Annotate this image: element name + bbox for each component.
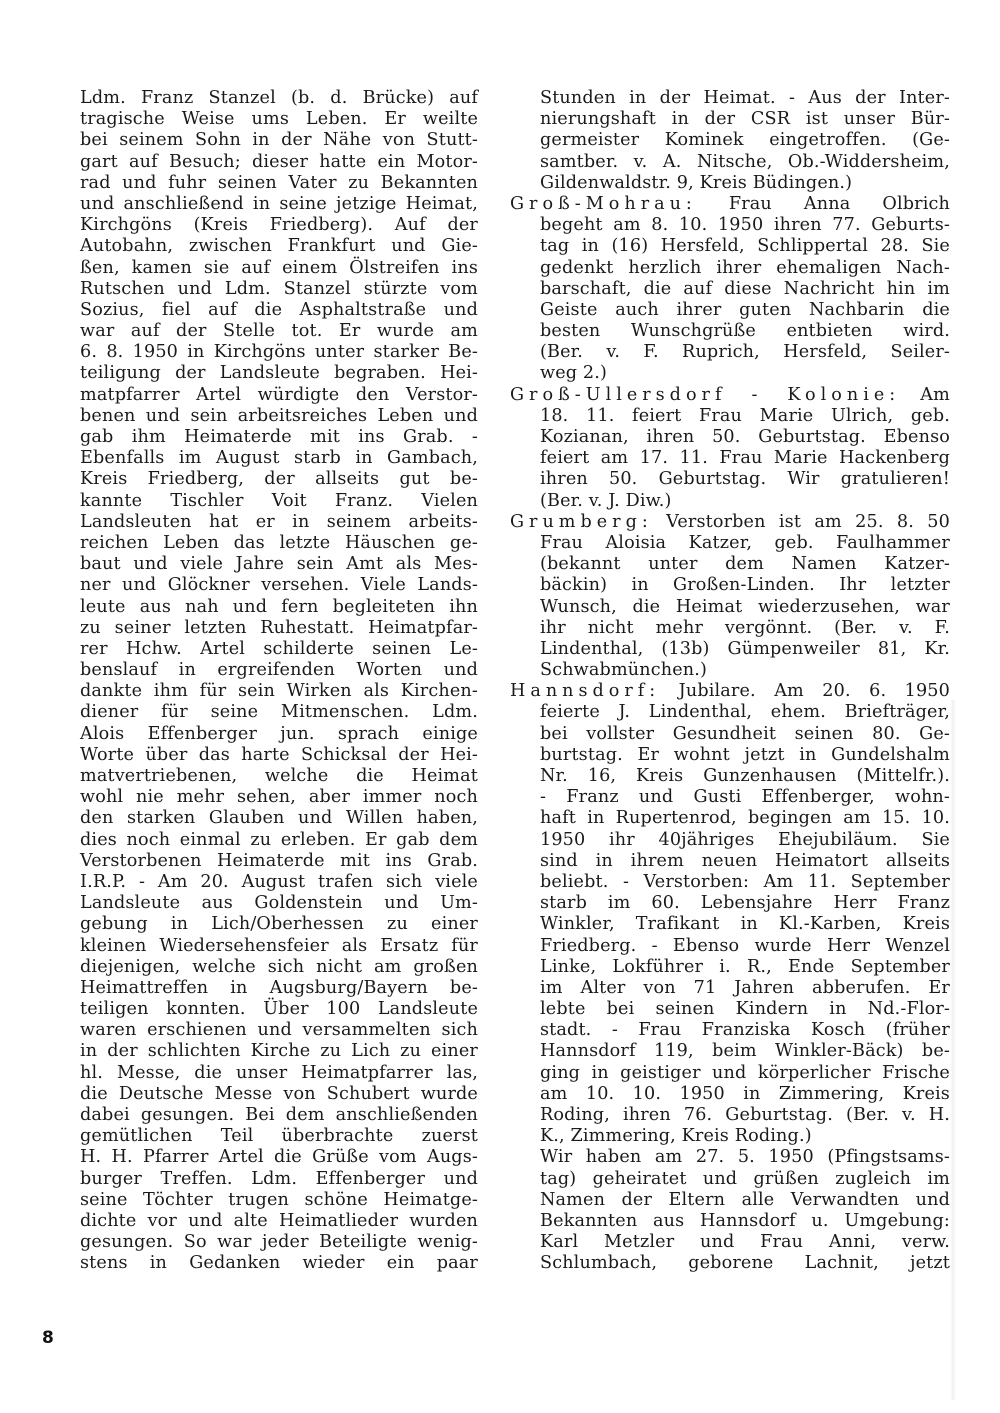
text-line: benen und sein arbeitsreiches Leben und <box>80 405 478 426</box>
text-line: im Alter von 71 Jahren abberufen. Er <box>540 977 950 998</box>
text-line: burtstag. Er wohnt jetzt in Gundelshalm <box>540 744 950 765</box>
text-line: Geiste auch ihrer guten Nachbarin die <box>540 299 950 320</box>
text-line: benslauf in ergreifenden Worten und <box>80 660 478 681</box>
text-line: gemütlichen Teil überbrachte zuerst <box>80 1126 478 1147</box>
text-line: gart auf Besuch; dieser hatte ein Motor- <box>80 151 478 172</box>
right-column <box>510 88 950 1275</box>
text-line: burger Treffen. Ldm. Effenberger und <box>80 1168 478 1189</box>
text-line: Kozianan, ihren 50. Geburtstag. Ebenso <box>540 427 950 447</box>
text-line: dabei gesungen. Bei dem anschließenden <box>80 1105 478 1125</box>
text-line: kannte Tischler Voit Franz. Vielen <box>80 490 478 511</box>
text-line: H. H. Pfarrer Artel die Grüße vom Augs- <box>80 1147 478 1168</box>
announcement-line: Namen der Eltern alle Verwandten und <box>540 1189 950 1210</box>
text-line: 6. 8. 1950 in Kirchgöns unter starker Be- <box>80 342 478 363</box>
text-line: am 10. 10. 1950 in Zimmering, Kreis <box>540 1083 950 1104</box>
text-line: haft in Rupertenrod, begingen am 15. 10. <box>540 808 950 829</box>
text-line: waren erschienen und versammelten sich <box>80 1020 478 1041</box>
text-line: Hannsdorf 119, beim Winkler-Bäck) be- <box>540 1041 950 1062</box>
place-name: Hannsdorf: <box>510 681 661 702</box>
announcement-line: tag) geheiratet und grüßen zugleich im <box>540 1168 950 1189</box>
text-line: teiligen konnten. Über 100 Landsleute <box>80 999 478 1020</box>
text-line: lebte bei seinen Kindern in Nd.-Flor- <box>540 999 950 1020</box>
text-line: (bekannt unter dem Namen Katzer- <box>540 554 950 575</box>
left-column <box>80 88 478 1275</box>
text-line: (Ber. v. F. Ruprich, Hersfeld, Seiler- <box>540 342 950 363</box>
text-line: begeht am 8. 10. 1950 ihren 77. Geburts- <box>540 215 950 236</box>
text-line: feierte J. Lindenthal, ehem. Briefträger, <box>540 702 950 723</box>
text-line: Wunsch, die Heimat wiederzusehen, war <box>540 596 950 617</box>
text-line: den starken Glauben und Willen haben, <box>80 808 478 829</box>
text-line: ihr nicht mehr vergönnt. (Ber. v. F. <box>540 617 950 638</box>
page-number: 8 <box>42 1328 54 1348</box>
entry-text: Am <box>920 384 950 405</box>
entry-heading-line <box>510 385 950 406</box>
place-name: Groß-Mohrau: <box>510 193 697 214</box>
text-line: Worte über das harte Schicksal der Hei- <box>80 744 478 765</box>
text-line: starb im 60. Lebensjahre Herr Franz <box>540 893 950 914</box>
text-line: tragische Weise ums Leben. Er weilte <box>80 109 478 130</box>
text-line: diejenigen, welche sich nicht am großen <box>80 956 478 977</box>
announcement-line: Wir haben am 27. 5. 1950 (Pfingstsams- <box>540 1147 950 1168</box>
text-line: feiert am 17. 11. Frau Marie Hackenberg <box>540 448 950 469</box>
text-line: Kirchgöns (Kreis Friedberg). Auf der <box>80 215 478 236</box>
text-line: ßen, kamen sie auf einem Ölstreifen ins <box>80 257 478 278</box>
text-line: Landsleuten hat er in seinem arbeits- <box>80 511 478 532</box>
text-line: dies noch einmal zu erleben. Er gab dem <box>80 829 478 850</box>
text-line: rad und fuhr seinen Vater zu Bekannten <box>80 172 478 193</box>
place-name: Groß-Ullersdorf - Kolonie: <box>510 384 901 405</box>
text-line: Kreis Friedberg, der allseits gut be- <box>80 469 478 490</box>
text-line: Frau Aloisia Katzer, geb. Faulhammer <box>540 532 950 553</box>
text-line: besten Wunschgrüße entbieten wird. <box>540 321 950 342</box>
text-line: ihren 50. Geburtstag. Wir gratulieren! <box>540 469 950 490</box>
text-line: Rutschen und Ldm. Stanzel stürzte vom <box>80 278 478 299</box>
text-line: Linke, Lokführer i. R., Ende September <box>540 956 950 977</box>
text-line: dankte ihm für sein Wirken als Kirchen- <box>80 681 478 702</box>
text-line: ner und Glöckner versehen. Viele Lands- <box>80 575 478 596</box>
text-line: stadt. - Frau Franziska Kosch (früher <box>540 1020 950 1041</box>
text-line: germeister Kominek eingetroffen. (Ge- <box>540 130 950 151</box>
text-line: Autobahn, zwischen Frankfurt und Gie- <box>80 236 478 257</box>
text-line: 1950 ihr 40jähriges Ehejubiläum. Sie <box>540 829 950 850</box>
text-line: baut und viele Jahre sein Amt als Mes- <box>80 554 478 575</box>
text-line: Schwabmünchen.) <box>540 660 708 681</box>
announcement-line: Karl Metzler und Frau Anni, verw. <box>540 1232 950 1253</box>
text-line: Landsleute aus Goldenstein und Um- <box>80 893 478 914</box>
text-line: Nr. 16, Kreis Gunzenhausen (Mittelfr.). <box>540 766 950 786</box>
text-line: nierungshaft in der CSR ist unser Bür- <box>540 109 950 130</box>
text-line: I.R.P. - Am 20. August trafen sich viele <box>80 871 478 892</box>
announcement-line: Bekannten aus Hannsdorf u. Umgebung: <box>540 1210 950 1231</box>
text-line: Verstorbenen Heimaterde mit ins Grab. <box>80 850 478 871</box>
text-line: diener für seine Mitmenschen. Ldm. <box>80 702 478 723</box>
text-line: Lindenthal, (13b) Gümpenweiler 81, Kr. <box>540 638 950 659</box>
entry-heading-line <box>510 194 950 215</box>
text-line: bäckin) in Großen-Linden. Ihr letzter <box>540 575 950 596</box>
text-line: matvertriebenen, welche die Heimat <box>80 766 478 786</box>
text-line: rer Hchw. Artel schilderte seinen Le- <box>80 638 478 659</box>
text-line: Ebenfalls im August starb in Gambach, <box>80 448 478 469</box>
text-line: samtber. v. A. Nitsche, Ob.-Widdersheim, <box>540 151 950 172</box>
text-line: kleinen Wiedersehensfeier als Ersatz für <box>80 935 478 956</box>
text-line: stens in Gedanken wieder ein paar <box>80 1253 478 1274</box>
text-line: Alois Effenberger jun. sprach einige <box>80 723 478 744</box>
text-line: Ldm. Franz Stanzel (b. d. Brücke) auf <box>80 88 478 108</box>
text-line: zu seiner letzten Ruhestatt. Heimatpfar- <box>80 617 478 638</box>
entry-heading-line <box>510 512 950 533</box>
text-line: Stunden in der Heimat. - Aus der Inter- <box>540 88 950 108</box>
text-line: ging in geistiger und körperlicher Frische <box>540 1062 950 1083</box>
entry-text: Frau Anna Olbrich <box>728 193 950 214</box>
text-line: tag in (16) Hersfeld, Schlippertal 28. Sie <box>540 236 950 257</box>
text-line: (Ber. v. J. Diw.) <box>540 490 672 511</box>
text-line: 18. 11. feiert Frau Marie Ulrich, geb. <box>540 405 950 426</box>
text-line: gedenkt herzlich ihrer ehemaligen Nach- <box>540 257 950 278</box>
scan-edge-shadow <box>950 700 956 1400</box>
text-line: Roding, ihren 76. Geburtstag. (Ber. v. H. <box>540 1105 950 1125</box>
text-line: K., Zimmering, Kreis Roding.) <box>540 1126 812 1147</box>
text-line: Friedberg. - Ebenso wurde Herr Wenzel <box>540 935 950 956</box>
text-line: leute aus nah und fern begleiteten ihn <box>80 596 478 617</box>
text-line: bei vollster Gesundheit seinen 80. Ge- <box>540 723 950 744</box>
text-line: sind in ihrem neuen Heimatort allseits <box>540 850 950 871</box>
text-line: die Deutsche Messe von Schubert wurde <box>80 1083 478 1104</box>
text-line: Sozius, fiel auf die Asphaltstraße und <box>80 299 478 320</box>
text-line: bei seinem Sohn in der Nähe von Stutt- <box>80 130 478 151</box>
text-line: reichen Leben das letzte Häuschen ge- <box>80 532 478 553</box>
text-line: wohl nie mehr sehen, aber immer noch <box>80 787 478 808</box>
text-line: Gildenwaldstr. 9, Kreis Büdingen.) <box>540 172 853 193</box>
text-line: seine Töchter trugen schöne Heimatge- <box>80 1189 478 1210</box>
text-line: gesungen. So war jeder Beteiligte wenig- <box>80 1232 478 1253</box>
entry-text: Jubilare. Am 20. 6. 1950 <box>678 681 950 702</box>
entry-heading-line <box>510 681 950 702</box>
text-line: matpfarrer Artel würdigte den Verstor- <box>80 384 478 405</box>
text-line: und anschließend in seine jetzige Heimat, <box>80 193 478 214</box>
text-line: Winkler, Trafikant in Kl.-Karben, Kreis <box>540 914 950 935</box>
text-line: in der schlichten Kirche zu Lich zu einer <box>80 1041 478 1062</box>
text-line: gab ihm Heimaterde mit ins Grab. - <box>80 427 478 447</box>
text-line: dichte vor und alte Heimatlieder wurden <box>80 1210 478 1231</box>
text-line: hl. Messe, die unser Heimatpfarrer las, <box>80 1062 478 1083</box>
text-line: weg 2.) <box>540 363 608 384</box>
text-line: gebung in Lich/Oberhessen zu einer <box>80 914 478 935</box>
text-line: Heimattreffen in Augsburg/Bayern be- <box>80 977 478 998</box>
text-line: teiligung der Landsleute begraben. Hei- <box>80 363 478 384</box>
announcement-line: Schlumbach, geborene Lachnit, jetzt <box>540 1253 950 1274</box>
text-line: - Franz und Gusti Effenberger, wohn- <box>540 787 950 808</box>
text-line: war auf der Stelle tot. Er wurde am <box>80 321 478 342</box>
entry-text: Verstorben ist am 25. 8. 50 <box>666 511 950 532</box>
text-line: barschaft, die auf diese Nachricht hin im <box>540 278 950 299</box>
place-name: Grumberg: <box>510 511 653 532</box>
text-line: beliebt. - Verstorben: Am 11. September <box>540 871 950 892</box>
